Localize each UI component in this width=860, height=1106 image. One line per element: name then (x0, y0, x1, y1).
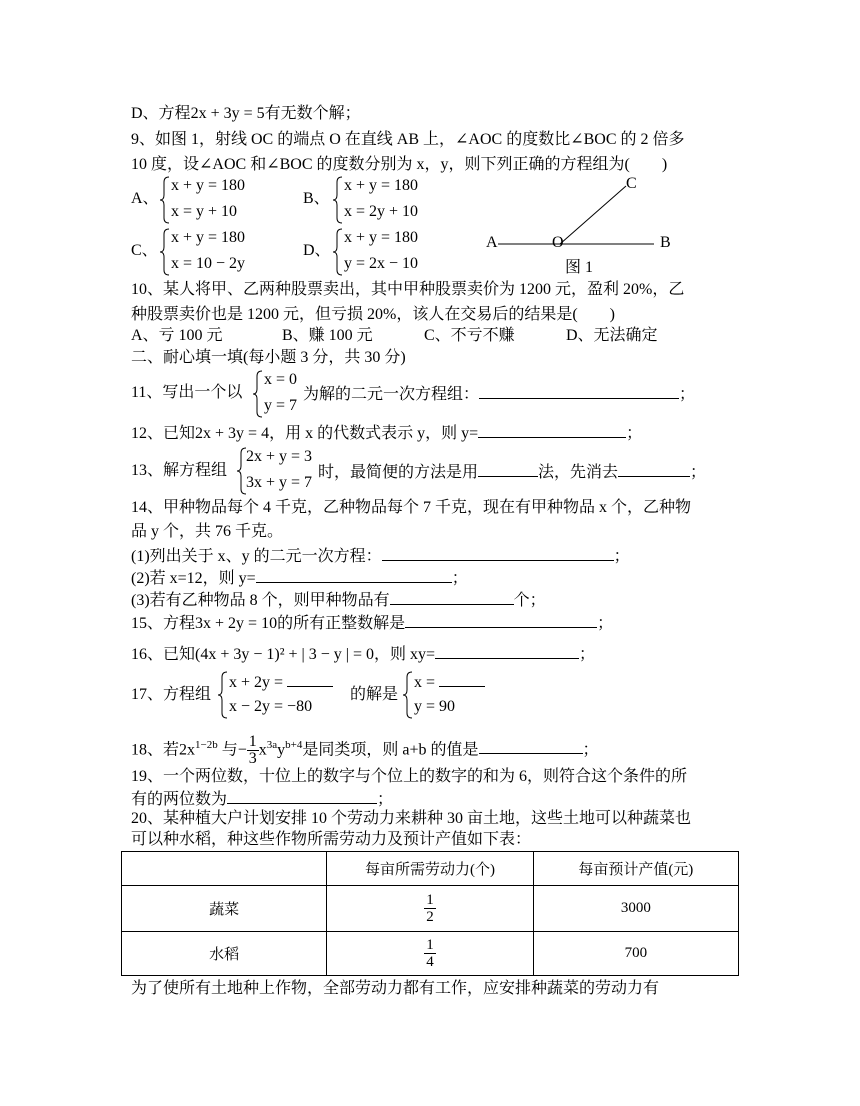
q19-end: ； (377, 791, 394, 808)
q16-suffix: ，则 xy= (374, 646, 436, 663)
q8-option-d (131, 104, 361, 124)
crop-table (121, 851, 739, 976)
q12-line (131, 422, 642, 444)
q13-variable-blank[interactable] (618, 461, 690, 477)
q14-sub3-end: 个； (513, 592, 546, 609)
q18-term2: x (258, 741, 267, 759)
figure-label-c: C (626, 175, 637, 192)
q9-option-a-label: A、 (131, 190, 159, 207)
q13-prefix: 13、解方程组 (131, 462, 228, 479)
q10-line1: 10、某人将甲、乙两种股票卖出，其中甲种股票卖价为 1200 元，盈利 20%，乙 (131, 281, 685, 298)
q18-term1-exp: 1−2b (195, 739, 218, 751)
labor-num: 1 (426, 892, 434, 908)
table-cell-crop: 蔬菜 (122, 886, 327, 932)
table-header-value: 每亩预计产值(元) (533, 852, 738, 886)
q18-term3-exp: b+4 (285, 739, 303, 751)
q12-end: ； (626, 425, 643, 442)
q9-option-d-system (333, 228, 463, 276)
q14-sub1-blank[interactable] (382, 545, 614, 561)
q9c-eq2: x = 10 − 2y (171, 255, 246, 272)
q17-eq1-line (229, 671, 333, 693)
brace-icon (253, 370, 263, 418)
q13-mid: 时，最简便的方法是用 (318, 464, 479, 481)
figure-label-b: B (660, 234, 671, 251)
q13-end: ； (690, 464, 707, 481)
q16-answer-blank[interactable] (435, 643, 579, 659)
q9b-eq1: x + y = 180 (344, 177, 419, 194)
q17-eq2: x − 2y = −80 (229, 698, 313, 715)
table-row (122, 932, 739, 976)
q18-prefix: 18、若 (131, 741, 180, 759)
q9-option-b-label: B、 (303, 190, 330, 207)
brace-icon (218, 671, 228, 719)
q15-line (131, 612, 613, 634)
q9-option-c-system (160, 228, 290, 276)
brace-icon (160, 176, 170, 224)
table-header-empty (122, 852, 327, 886)
labor-fraction (424, 937, 436, 970)
q17-ans1: x = (414, 674, 436, 691)
q13-eq2: 3x + y = 7 (246, 474, 313, 491)
q14-sub2-blank[interactable] (256, 567, 452, 583)
q19-line2-text: 有的两位数为 (131, 791, 228, 808)
q18-line (131, 727, 599, 768)
q9b-eq2: x = 2y + 10 (344, 203, 419, 220)
q17-ans1-blank[interactable] (439, 671, 485, 687)
q17-ans1-line (414, 671, 485, 693)
q18-suffix: 是同类项，则 a+b 的值是 (302, 741, 479, 759)
q13-mid2: 法，先消去 (538, 464, 619, 481)
q14-sub2-text: (2)若 x=12，则 y= (131, 570, 256, 587)
q10-option-b: B、赚 100 元 (282, 327, 373, 344)
q11-eq1: x = 0 (264, 371, 298, 388)
q18-fraction (247, 734, 259, 767)
q18-term2-exp: 3a (266, 739, 278, 751)
q12-prefix: 12、已知 (131, 425, 196, 442)
labor-den: 4 (426, 954, 434, 970)
q15-answer-blank[interactable] (405, 612, 597, 628)
q9-option-c-label: C、 (131, 242, 158, 259)
table-cell-labor (327, 932, 533, 976)
q20-line2: 可以种水稻，种这些作物所需劳动力及预计产值如下表： (131, 831, 532, 848)
q18-end: ； (582, 741, 599, 759)
q9-line2: 10 度，设∠AOC 和∠BOC 的度数分别为 x，y，则下列正确的方程组为( ) (131, 156, 668, 173)
q14-sub3 (131, 589, 546, 611)
q9-option-b-system (333, 176, 463, 224)
q15-prefix: 15、方程 (131, 615, 196, 632)
q19-line1: 19、一个两位数，十位上的数字与个位上的数字的和为 6，则符合这个条件的所 (131, 768, 688, 785)
labor-fraction (424, 892, 436, 925)
table-row (122, 886, 739, 932)
q15-equation: 3x + 2y = 10 (195, 615, 278, 632)
q12-mid: ，用 x 的代数式表示 y，则 y= (269, 425, 479, 442)
q18-answer-blank[interactable] (479, 738, 583, 754)
figure-caption: 图 1 (565, 259, 594, 276)
q14-sub2-end: ； (451, 570, 468, 587)
q18-frac-num: 1 (248, 733, 257, 751)
q20-line1: 20、某种植大户计划安排 10 个劳动力来耕种 30 亩土地，这些土地可以种蔬菜也 (131, 810, 692, 827)
brace-icon (160, 228, 170, 276)
q11-rest (303, 383, 695, 405)
q9a-eq1: x + y = 180 (171, 177, 246, 194)
brace-icon (333, 176, 343, 224)
q10-option-c: C、不亏不赚 (424, 327, 515, 344)
q17-solution (403, 671, 503, 719)
q11-end: ； (679, 386, 696, 403)
q16-end: ； (579, 646, 596, 663)
q11-suffix: 为解的二元一次方程组： (303, 386, 480, 403)
q9d-eq2: y = 2x − 10 (344, 255, 419, 272)
q13-system (237, 447, 327, 495)
q18-term1: 2x (179, 741, 196, 759)
q13-method-blank[interactable] (478, 461, 538, 477)
q16-prefix: 16、已知 (131, 646, 196, 663)
q18-sign: − (237, 741, 247, 759)
q8d-suffix: 有无数个解； (264, 105, 361, 122)
q15-end: ； (597, 615, 614, 632)
figure-label-o: O (552, 234, 564, 251)
table-header-row (122, 852, 739, 886)
q14-sub1-text: (1)列出关于 x、y 的二元一次方程： (131, 548, 382, 565)
q9-line1: 9、如图 1，射线 OC 的端点 O 在直线 AB 上，∠AOC 的度数比∠BOC 的 2 倍多 (131, 131, 685, 148)
figure-label-a: A (486, 234, 498, 251)
section-2-heading: 二、耐心填一填(每小题 3 分，共 30 分) (131, 349, 406, 366)
figure-1 (484, 172, 684, 282)
brace-icon (403, 671, 413, 719)
q9-option-a-system (160, 176, 290, 224)
q19-answer-blank[interactable] (227, 788, 377, 804)
q18-frac-den: 3 (248, 750, 257, 768)
q14-sub3-text: (3)若有乙种物品 8 个，则甲种物品有 (131, 592, 390, 609)
q10-option-d: D、无法确定 (566, 327, 658, 344)
q8d-prefix: D、方程 (131, 105, 191, 122)
table-cell-crop: 水稻 (122, 932, 327, 976)
q8d-equation: 2x + 3y = 5 (190, 105, 265, 122)
q13-rest (318, 461, 706, 483)
q17-prefix: 17、方程组 (131, 686, 212, 703)
q16-equation: (4x + 3y − 1)² + | 3 − y | = 0 (195, 646, 374, 663)
q9-option-d-label: D、 (303, 242, 331, 259)
q17-ans2: y = 90 (414, 698, 456, 715)
q19-line2 (131, 788, 393, 810)
q9d-eq1: x + y = 180 (344, 229, 419, 246)
q14-line2: 品 y 个，共 76 千克。 (131, 523, 284, 540)
q17-mid: 的解是 (350, 686, 399, 703)
table-header-labor: 每亩所需劳动力(个) (327, 852, 533, 886)
q14-sub3-blank[interactable] (390, 589, 514, 605)
q18-term3: y (277, 741, 286, 759)
q11-prefix: 11、写出一个以 (131, 384, 243, 401)
q14-line1: 14、甲种物品每个 4 千克，乙种物品每个 7 千克，现在有甲种物品 x 个，乙种物 (131, 499, 692, 516)
brace-icon (333, 228, 343, 276)
q12-answer-blank[interactable] (478, 422, 626, 438)
q13-eq1: 2x + y = 3 (246, 448, 313, 465)
q17-system (218, 671, 358, 719)
q16-line (131, 643, 595, 665)
q18-mid: 与 (221, 741, 238, 759)
q11-eq2: y = 7 (264, 397, 298, 414)
table-cell-value: 700 (533, 932, 738, 976)
labor-num: 1 (426, 937, 434, 953)
labor-den: 2 (426, 909, 434, 925)
q9c-eq1: x + y = 180 (171, 229, 246, 246)
table-cell-labor (327, 886, 533, 932)
q17-eq1: x + 2y = (229, 674, 284, 691)
q14-sub2 (131, 567, 468, 589)
q17-eq1-blank[interactable] (287, 671, 333, 687)
q12-equation: 2x + 3y = 4 (195, 425, 270, 442)
q20-line3: 为了使所有土地种上作物，全部劳动力都有工作，应安排种蔬菜的劳动力有 (131, 980, 660, 997)
q15-suffix: 的所有正整数解是 (277, 615, 406, 632)
q14-sub1-end: ； (613, 548, 630, 565)
q9a-eq2: x = y + 10 (171, 203, 238, 220)
q14-sub1 (131, 545, 630, 567)
q11-answer-blank[interactable] (479, 383, 679, 399)
q10-line2: 种股票卖价也是 1200 元，但亏损 20%，该人在交易后的结果是( ) (131, 306, 615, 323)
q10-option-a: A、亏 100 元 (131, 327, 223, 344)
table-cell-value: 3000 (533, 886, 738, 932)
